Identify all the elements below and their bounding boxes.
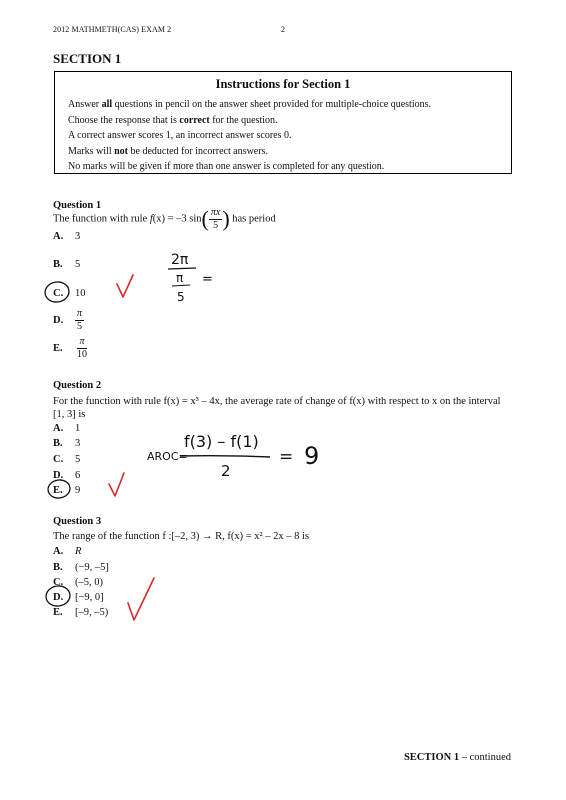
instruction-line-1: Answer all questions in pencil on the answer sheet provided for multiple-choice questions. [68, 99, 431, 110]
question-2-option-a[interactable]: A. 1 [53, 423, 81, 434]
question-3-stem: The range of the function f :[–2, 3) → R, f(x) = x² – 2x – 8 is [53, 531, 310, 542]
question-1-option-d[interactable]: D. $\frac{\pi}{5}$ [53, 308, 83, 332]
section-continued-footer: SECTION 1 – continued [403, 752, 511, 763]
instruction-line-3: A correct answer scores 1, an incorrect answer scores 0. [68, 130, 292, 141]
hand-q2-denominator: 2 [221, 462, 231, 480]
hand-q1-den-denominator: 5 [177, 290, 185, 304]
question-3-option-a[interactable]: A. R [53, 546, 82, 557]
hand-q1-equals: = [202, 272, 213, 287]
question-1-option-c[interactable]: C. 10 [53, 288, 86, 299]
question-2-option-b[interactable]: B. 3 [53, 438, 81, 449]
hand-q1-numerator: 2π [171, 252, 189, 268]
tick-q1 [117, 275, 133, 297]
section-title: SECTION 1 [53, 51, 122, 66]
question-1-option-e[interactable]: E. $\frac{\pi}{10}$ [53, 336, 87, 360]
question-2-stem-line-1: For the function with rule f(x) = x³ – 4x, the average rate of change of f(x) with respect to x on the interval [53, 396, 501, 407]
hand-q2-numerator: f(3) – f(1) [184, 432, 259, 451]
hand-q1-main-bar [168, 268, 196, 269]
tick-q2 [109, 473, 124, 496]
question-1-stem: The function with rule f(x) = –3 sin( $\frac{\pi x}{5}$ ) has period [53, 206, 276, 231]
hand-q1-den-numerator: π [176, 271, 184, 285]
question-3-option-c[interactable]: C. (–5, 0) [53, 577, 103, 588]
tick-q3 [128, 578, 154, 620]
hand-q2-aroc: AROC= [147, 450, 188, 463]
instruction-line-5: No marks will be given if more than one answer is completed for any question. [68, 161, 385, 172]
question-1-option-b[interactable]: B. 5 [53, 259, 81, 270]
question-2-option-e[interactable]: E. 9 [53, 485, 81, 496]
question-2-option-c[interactable]: C. 5 [53, 454, 81, 465]
question-3-heading: Question 3 [53, 516, 102, 527]
instruction-line-4: Marks will not be deducted for incorrect answers. [68, 146, 268, 157]
question-1-option-a[interactable]: A. 3 [53, 231, 81, 242]
hand-q2-bar [180, 456, 270, 457]
question-2-stem-line-2: [1, 3] is [53, 409, 86, 420]
hand-q2-result: 9 [304, 442, 320, 470]
hand-q2-equals: = [279, 447, 294, 467]
instructions-title: Instructions for Section 1 [215, 77, 351, 91]
exam-header: 2012 MATHMETH(CAS) EXAM 2 [53, 25, 172, 34]
page-number: 2 [281, 25, 286, 34]
question-3-option-d[interactable]: D. [−9, 0] [53, 592, 104, 603]
hand-q1-sub-bar [172, 285, 190, 286]
question-3-option-b[interactable]: B. (−9, –5] [53, 562, 109, 573]
question-3-option-e[interactable]: E. [–9, –5) [53, 607, 109, 618]
question-1-heading: Question 1 [53, 200, 102, 211]
instructions-box [54, 71, 512, 174]
question-2-option-d[interactable]: D. 6 [53, 470, 81, 481]
instruction-line-2: Choose the response that is correct for the question. [68, 115, 278, 126]
question-2-heading: Question 2 [53, 380, 102, 391]
